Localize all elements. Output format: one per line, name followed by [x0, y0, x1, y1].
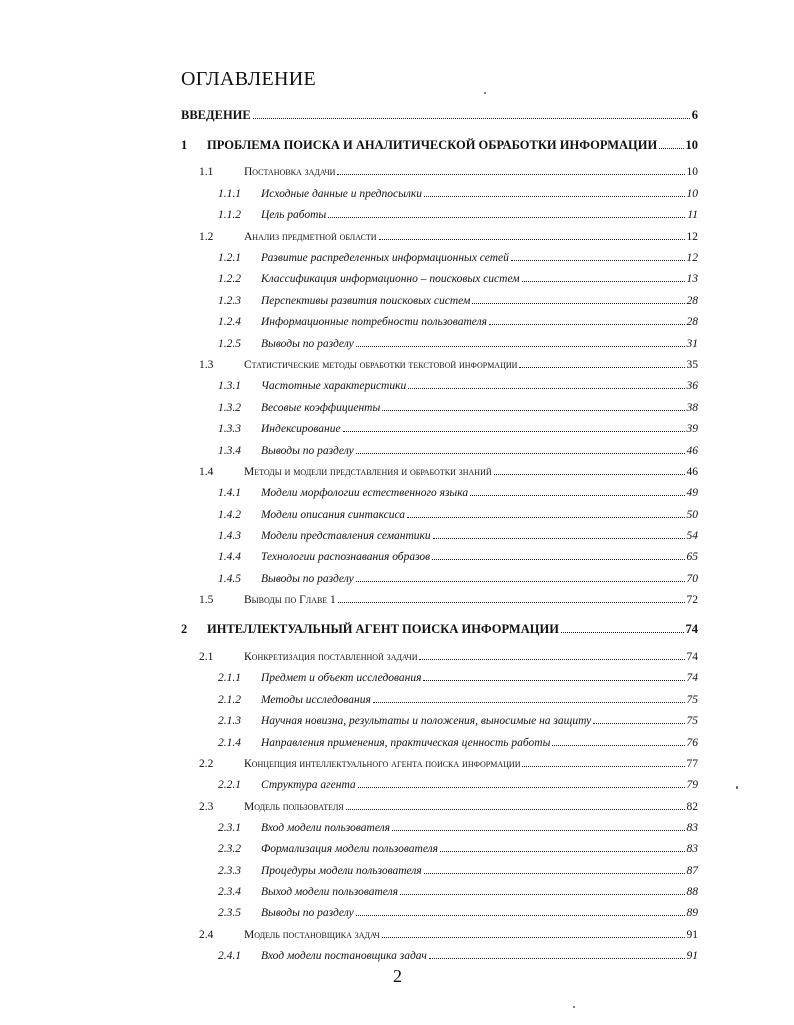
toc-entry-page: 77	[686, 758, 698, 770]
toc-entry	[218, 694, 698, 706]
toc-entry-page: 54	[686, 530, 698, 542]
toc-entry-title: Постановка задачи	[244, 166, 336, 178]
toc-entry	[218, 338, 698, 350]
toc-entry-number: 1.4.1	[218, 487, 241, 499]
toc-entry-page: 50	[686, 509, 698, 521]
toc-entry-number: 1.1	[199, 166, 214, 178]
toc-entry	[218, 509, 698, 521]
dot-leader	[522, 766, 684, 767]
dot-leader	[407, 517, 684, 518]
dot-leader	[659, 148, 683, 149]
scan-speck	[573, 1006, 575, 1008]
toc-entry-number: 2	[181, 622, 188, 636]
dot-leader	[382, 410, 684, 411]
toc-entry	[218, 779, 698, 791]
toc-entry-page: 87	[686, 865, 698, 877]
toc-entry-number: 1.2.5	[218, 338, 241, 350]
toc-entry	[181, 138, 698, 153]
toc-entry-number: 2.1.1	[218, 672, 241, 684]
dot-leader	[494, 474, 685, 475]
dot-leader	[433, 538, 685, 539]
dot-leader	[328, 217, 685, 218]
toc-entry	[218, 487, 698, 499]
toc-entry	[218, 907, 698, 919]
toc-entry-page: 46	[686, 466, 698, 478]
dot-leader	[379, 239, 685, 240]
toc-entry-number: 2.3	[199, 801, 214, 813]
toc-entry	[218, 573, 698, 585]
page-number: 2	[393, 966, 402, 986]
toc-entry-page: 88	[686, 886, 698, 898]
toc-entry-number: 2.1	[199, 651, 214, 663]
toc-entry-title: Классификация информационно – поисковых систем	[261, 273, 520, 285]
toc-entry	[199, 651, 698, 663]
toc-entry	[218, 402, 698, 414]
toc-entry-title: Анализ предметной области	[244, 231, 377, 243]
toc-entry-page: 75	[686, 694, 698, 706]
toc-entry-page: 38	[686, 402, 698, 414]
dot-leader	[429, 958, 685, 959]
dot-leader	[489, 324, 685, 325]
toc-entry-number: 1.2.3	[218, 295, 241, 307]
toc-entry	[199, 359, 698, 371]
toc-entry-title: Выводы по разделу	[261, 445, 354, 457]
toc-entry-page: 74	[686, 672, 698, 684]
toc-entry	[199, 166, 698, 178]
toc-entry-page: 10	[686, 166, 698, 178]
toc-entry-number: 1.4	[199, 466, 214, 478]
dot-leader	[423, 680, 684, 681]
toc-entry-number: 1.3.4	[218, 445, 241, 457]
dot-leader	[358, 787, 685, 788]
toc-entry	[199, 929, 698, 941]
toc-entry	[181, 622, 698, 637]
page-title: ОГЛАВЛЕНИЕ	[181, 68, 316, 90]
toc-entry-title: Цель работы	[261, 209, 327, 221]
toc-entry	[218, 295, 698, 307]
dot-leader	[440, 851, 684, 852]
toc-entry-number: 2.1.2	[218, 694, 241, 706]
toc-entry-title: Исходные данные и предпосылки	[261, 188, 423, 200]
toc-entry-title: Развитие распределенных информационных сетей	[261, 252, 509, 264]
toc-entry	[218, 715, 698, 727]
toc-entry	[218, 822, 698, 834]
toc-entry-number: 1.1.2	[218, 209, 241, 221]
toc-entry	[218, 273, 698, 285]
toc-entry-number: 1.3.1	[218, 380, 241, 392]
toc-entry-title: Статистические методы обработки текстовой информации	[244, 359, 518, 371]
dot-leader	[511, 260, 685, 261]
toc-entry-page: 10	[685, 138, 698, 152]
toc-entry-page: 76	[686, 737, 698, 749]
toc-entry	[218, 209, 698, 221]
toc-entry-title: Выводы по разделу	[261, 907, 354, 919]
dot-leader	[472, 303, 684, 304]
toc-entry-title: Информационные потребности пользователя	[261, 316, 487, 328]
dot-leader	[408, 388, 684, 389]
toc-entry-number: 2.1.3	[218, 715, 241, 727]
toc-entry	[199, 466, 698, 478]
toc-entry-page: 83	[686, 822, 698, 834]
toc-entry-page: 10	[686, 188, 698, 200]
dot-leader	[373, 702, 685, 703]
toc-entry-number: 1.2.2	[218, 273, 241, 285]
toc-entry-page: 91	[686, 950, 698, 962]
dot-leader	[356, 346, 685, 347]
toc-entry-title: ИНТЕЛЛЕКТУАЛЬНЫЙ АГЕНТ ПОИСКА ИНФОРМАЦИИ	[207, 622, 559, 636]
dot-leader	[356, 581, 685, 582]
dot-leader	[552, 745, 684, 746]
dot-leader	[392, 830, 684, 831]
toc-entry-title: Модели описания синтаксиса	[261, 509, 406, 521]
toc-entry-page: 6	[691, 108, 698, 122]
dot-leader	[593, 723, 684, 724]
toc-entry-number: 2.2.1	[218, 779, 241, 791]
toc-entry-title: Модель постановщика задач	[244, 929, 380, 941]
toc-entry-number: 1.2.1	[218, 252, 241, 264]
toc-entry	[199, 594, 698, 606]
toc-entry	[218, 423, 698, 435]
toc-entry-title: Методы и модели представления и обработки знаний	[244, 466, 492, 478]
toc-entry-page: 28	[686, 316, 698, 328]
dot-leader	[356, 915, 685, 916]
toc-entry-number: 2.4	[199, 929, 214, 941]
toc-entry-page: 79	[686, 779, 698, 791]
toc-entry	[218, 380, 698, 392]
toc-entry-title: Направления применения, практическая ценность работы	[261, 737, 551, 749]
toc-entry-title: Модели морфологии естественного языка	[261, 487, 469, 499]
toc-entry-number: 2.3.3	[218, 865, 241, 877]
toc-entry	[218, 950, 698, 962]
toc-entry	[199, 758, 698, 770]
dot-leader	[419, 659, 684, 660]
toc-entry-title: Индексирование	[261, 423, 341, 435]
toc-entry-page: 65	[686, 551, 698, 563]
toc-entry	[218, 445, 698, 457]
toc-entry-title: Весовые коэффициенты	[261, 402, 381, 414]
toc-entry-page: 12	[686, 252, 698, 264]
toc-entry-title: Технологии распознавания образов	[261, 551, 431, 563]
toc-entry-number: 2.2	[199, 758, 214, 770]
toc-entry-page: 91	[686, 929, 698, 941]
toc-entry-title: Модель пользователя	[244, 801, 344, 813]
toc-entry	[218, 252, 698, 264]
toc-entry-page: 39	[686, 423, 698, 435]
toc-entry-title: Перспективы развития поисковых систем	[261, 295, 471, 307]
toc-entry	[181, 108, 698, 123]
toc-entry	[218, 843, 698, 855]
toc-entry-number: 1.5	[199, 594, 214, 606]
toc-entry-number: 1.4.2	[218, 509, 241, 521]
toc-entry-title: Процедуры модели пользователя	[261, 865, 422, 877]
toc-entry	[218, 551, 698, 563]
toc-entry-number: 1.4.4	[218, 551, 241, 563]
toc-entry-title: Вход модели постановщика задач	[261, 950, 427, 962]
toc-entry-number: 1.4.3	[218, 530, 241, 542]
toc-entry	[199, 801, 698, 813]
toc-entry-page: 46	[686, 445, 698, 457]
toc-entry-title: Выводы по Главе 1	[244, 594, 336, 606]
toc-entry-title: Структура агента	[261, 779, 356, 791]
toc-entry-page: 11	[687, 209, 698, 221]
toc-entry	[218, 530, 698, 542]
toc-entry-title: Концепция интеллектуального агента поиска информации	[244, 758, 521, 770]
toc-entry-number: 1.2	[199, 231, 214, 243]
toc-entry	[218, 188, 698, 200]
toc-entry	[218, 737, 698, 749]
toc-entry-page: 74	[686, 651, 698, 663]
toc-entry	[199, 231, 698, 243]
toc-entry-page: 83	[686, 843, 698, 855]
toc-entry-page: 28	[686, 295, 698, 307]
toc-entry-number: 2.3.1	[218, 822, 241, 834]
toc-entry-title: Модели представления семантики	[261, 530, 431, 542]
dot-leader	[470, 495, 684, 496]
toc-entry-page: 31	[686, 338, 698, 350]
dot-leader	[424, 873, 685, 874]
dot-leader	[400, 894, 685, 895]
toc-entry-page: 82	[686, 801, 698, 813]
toc-entry-title: Формализация модели пользователя	[261, 843, 439, 855]
toc-entry-page: 74	[685, 622, 698, 636]
toc-entry	[218, 886, 698, 898]
toc-entry-number: 2.3.4	[218, 886, 241, 898]
dot-leader	[561, 632, 684, 633]
toc-entry-number: 1.3.3	[218, 423, 241, 435]
toc-entry-title: ВВЕДЕНИЕ	[181, 108, 251, 122]
scan-speck	[484, 92, 486, 94]
toc-entry-page: 36	[686, 380, 698, 392]
dot-leader	[382, 937, 685, 938]
toc-entry-number: 1.3.2	[218, 402, 241, 414]
toc-entry-page: 75	[686, 715, 698, 727]
dot-leader	[253, 118, 690, 119]
toc-entry-number: 1.1.1	[218, 188, 241, 200]
toc-entry-number: 2.4.1	[218, 950, 241, 962]
toc-entry-page: 49	[686, 487, 698, 499]
toc-entry-title: Предмет и объект исследования	[261, 672, 422, 684]
toc-entry-number: 2.3.5	[218, 907, 241, 919]
toc-entry-title: Методы исследования	[261, 694, 371, 706]
toc-entry-title: ПРОБЛЕМА ПОИСКА И АНАЛИТИЧЕСКОЙ ОБРАБОТКИ ИНФОРМАЦИИ	[207, 138, 658, 152]
toc-entry-page: 89	[686, 907, 698, 919]
toc-entry-number: 2.3.2	[218, 843, 241, 855]
toc-entry-title: Частотные характеристики	[261, 380, 407, 392]
toc-entry	[218, 865, 698, 877]
dot-leader	[346, 809, 685, 810]
dot-leader	[519, 367, 684, 368]
toc-entry-number: 2.1.4	[218, 737, 241, 749]
toc-entry-number: 1	[181, 138, 188, 152]
toc-entry-title: Выводы по разделу	[261, 338, 354, 350]
dot-leader	[338, 602, 685, 603]
toc-entry-page: 35	[686, 359, 698, 371]
toc-entry-page: 13	[686, 273, 698, 285]
toc-entry	[218, 316, 698, 328]
toc-entry-title: Выводы по разделу	[261, 573, 354, 585]
toc-entry-title: Выход модели пользователя	[261, 886, 398, 898]
toc-entry-page: 72	[686, 594, 698, 606]
dot-leader	[432, 559, 684, 560]
dot-leader	[522, 281, 685, 282]
dot-leader	[337, 174, 684, 175]
toc-entry-number: 1.2.4	[218, 316, 241, 328]
toc-entry-title: Научная новизна, результаты и положения, выносимые на защиту	[261, 715, 592, 727]
toc-entry	[218, 672, 698, 684]
scan-speck	[736, 786, 738, 789]
dot-leader	[343, 431, 685, 432]
toc-entry-number: 1.3	[199, 359, 214, 371]
dot-leader	[424, 196, 684, 197]
toc-entry-title: Конкретизация поставленной задачи	[244, 651, 418, 663]
toc-entry-page: 70	[686, 573, 698, 585]
toc-entry-number: 1.4.5	[218, 573, 241, 585]
dot-leader	[356, 453, 685, 454]
toc-entry-title: Вход модели пользователя	[261, 822, 391, 834]
toc-entry-page: 12	[686, 231, 698, 243]
